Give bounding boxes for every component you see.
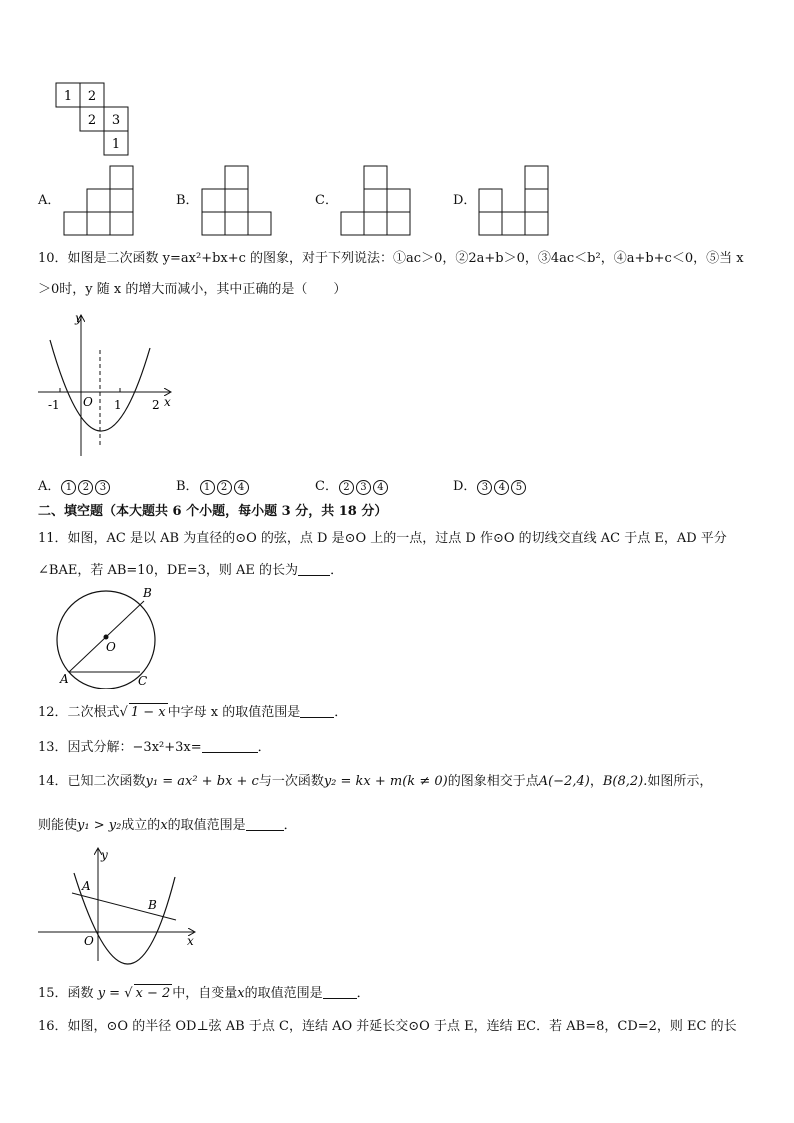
q10-option-d: D． 3 4 5 [453, 478, 527, 496]
q16-text: 16．如图，⊙O 的半径 OD⊥弦 AB 于点 C，连结 AO 并延长交⊙O 于点 E，连结 EC．若 AB=8，CD=2，则 EC 的长 [38, 1019, 737, 1034]
q9-figure-b [200, 165, 275, 237]
section-heading: 二、填空题（本大题共 6 个小题，每小题 3 分，共 18 分） [38, 504, 388, 519]
q10-parabola-graph [38, 308, 178, 458]
q11-circle-figure [50, 585, 162, 689]
net-cell: 3 [111, 113, 121, 128]
axis-label-x: x [164, 395, 171, 409]
q14-text-line1: 14．已知二次函数y₁ = ax² + bx + c与一次函数y₂ = kx + m(k ≠ 0)的图象相交于点A(−2,4)，B(8,2).如图所示， [38, 774, 713, 789]
point-label-c: C [138, 674, 148, 688]
net-cell: 1 [111, 137, 121, 152]
axis-label-y: y [101, 848, 108, 862]
q9-figure-d [477, 165, 552, 237]
q11-text-line2: ∠BAE，若 AB=10，DE=3，则 AE 的长为 ． [38, 563, 344, 578]
net-cell: 2 [87, 113, 97, 128]
q11-text-line1: 11．如图，AC 是以 AB 为直径的⊙O 的弦，点 D 是⊙O 上的一点，过点 D 作⊙O 的切线交直线 AC 于点 E，AD 平分 [38, 531, 727, 546]
axis-label-y: y [75, 311, 82, 325]
point-label-b: B [148, 898, 157, 912]
q10-option-b: B． 1 2 4 [176, 478, 250, 496]
q10-option-c: C． 2 3 4 [315, 478, 389, 496]
q10-text-line2: ＞0时，y 随 x 的增大而减小，其中正确的是（ ） [38, 282, 347, 297]
q14-function-graph [38, 843, 198, 965]
tick-label: 1 [114, 398, 122, 412]
q14-text-line2: 则能使y₁ > y₂成立的x的取值范围是 ． [38, 818, 297, 833]
q15-text: 15．函数 y = √ x − 2 中，自变量x的取值范围是 ． [38, 986, 370, 1001]
q9-figure-c [339, 165, 414, 237]
q10-option-a: A． 1 2 3 [38, 478, 111, 496]
q12-text: 12．二次根式√ 1 − x 中字母 x 的取值范围是 ． [38, 705, 348, 720]
net-figure [50, 80, 140, 160]
point-label-a: A [82, 879, 91, 893]
point-label-b: B [143, 586, 152, 600]
q9-option-a: A． [38, 193, 61, 208]
origin-label: O [83, 395, 93, 409]
q9-option-c: C． [315, 193, 338, 208]
net-cell: 1 [63, 89, 73, 104]
q9-option-b: B． [176, 193, 199, 208]
q9-figure-a [62, 165, 137, 237]
q9-option-d: D． [453, 193, 477, 208]
q10-text-line1: 10．如图是二次函数 y=ax²+bx+c 的图象，对于下列说法：①ac＞0，②2a+b＞0，③4ac＜b²，④a+b+c＜0，⑤当 x [38, 251, 744, 266]
origin-label: O [84, 934, 94, 948]
tick-label: -1 [48, 398, 60, 412]
point-label-o: O [106, 640, 116, 654]
net-cell: 2 [87, 89, 97, 104]
tick-label: 2 [152, 398, 160, 412]
axis-label-x: x [187, 934, 194, 948]
point-label-a: A [60, 672, 69, 686]
q13-text: 13．因式分解：−3x²+3x= ． [38, 740, 271, 755]
